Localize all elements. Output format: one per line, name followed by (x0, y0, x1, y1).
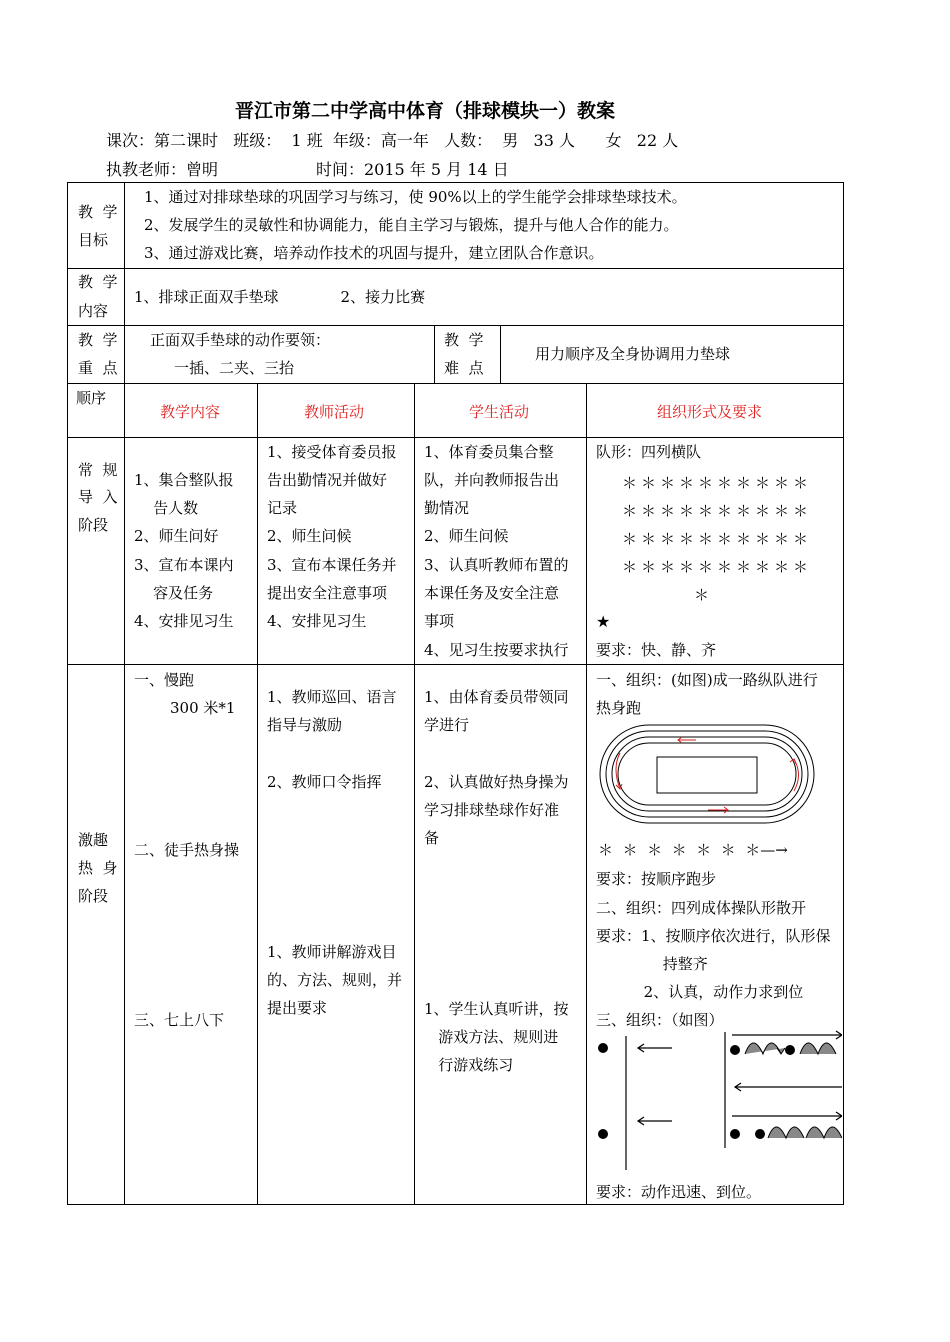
stage1-content: 2、师生问好 (134, 527, 219, 545)
page-title: 晋江市第二中学高中体育（排球模块一）教案 (234, 100, 615, 122)
stage2-student: 备 (424, 829, 440, 847)
stage2-teacher: 1、教师巡回、语言 (267, 688, 397, 706)
header-content: 教学内容 (160, 403, 221, 421)
stage1-teacher: 2、师生问候 (267, 527, 352, 545)
stage2-student: 行游戏练习 (424, 1056, 514, 1074)
stage2-student: 2、认真做好热身操为 (424, 773, 569, 791)
header-teacher: 教师活动 (304, 403, 365, 421)
stage1-content: 告人数 (134, 499, 199, 517)
stage2-org: 2、认真，动作力求到位 (596, 983, 804, 1001)
info-line-1: 课次：第二课时 班级： 1 班 年级：高一年 人数： 男 33 人 女 22 人 (106, 131, 679, 150)
stage2-label: 阶段 (78, 887, 109, 905)
stage1-content: 3、宣布本课内 (134, 556, 234, 574)
stage1-student: 事项 (424, 612, 455, 630)
stage1-teacher: 告出勤情况并做好 (267, 471, 388, 489)
goals-label-2: 目标 (78, 231, 109, 249)
stage1-student: 本课任务及安全注意 (424, 584, 560, 602)
formation-row: ＊＊＊＊＊＊＊＊＊＊ (622, 558, 813, 576)
content-label-2: 内容 (78, 302, 109, 320)
stage1-content: 1、集合整队报 (134, 471, 234, 489)
goal-item: 2、发展学生的灵敏性和协调能力，能自主学习与锻炼，提升与他人合作的能力。 (144, 216, 679, 234)
stage2-org: 要求：1、按顺序依次进行，队形保 (596, 927, 831, 945)
stage1-label: 常 规 (78, 461, 118, 479)
stage1-student: 队，并向教师报告出 (424, 471, 560, 489)
running-track-diagram (598, 723, 818, 827)
stage2-org: 热身跑 (596, 699, 642, 717)
black-star-icon: ★ (596, 612, 611, 631)
info-teacher: 执教老师：曾明 (106, 160, 219, 179)
stage2-org: 一、组织：(如图)成一路纵队进行 (596, 671, 818, 689)
stage2-org: 要求：按顺序跑步 (596, 870, 717, 888)
goal-item: 3、通过游戏比赛，培养动作技术的巩固与提升，建立团队合作意识。 (144, 244, 604, 262)
content-label-1: 教 学 (78, 273, 118, 291)
info-time: 时间：2015 年 5 月 14 日 (316, 160, 509, 179)
key-label-2: 重 点 (78, 359, 118, 377)
stage2-student: 1、由体育委员带领同 (424, 688, 569, 706)
stage2-teacher: 指导与激励 (267, 716, 343, 734)
stage2-label: 激趣 (78, 831, 109, 849)
stage1-label: 阶段 (78, 516, 109, 534)
stage1-content: 4、安排见习生 (134, 612, 234, 630)
stage2-org: 二、组织：四列成体操队形散开 (596, 899, 807, 917)
game-diagram (590, 1018, 842, 1180)
stage1-student: 3、认真听教师布置的 (424, 556, 569, 574)
key-line-1: 正面双手垫球的动作要领： (150, 331, 331, 349)
stage2-content: 二、徒手热身操 (134, 841, 240, 859)
stage1-student: 2、师生问候 (424, 527, 509, 545)
stage1-teacher: 4、安排见习生 (267, 612, 367, 630)
formation-row: ＊＊＊＊＊＊＊＊＊＊ (622, 502, 813, 520)
header-organization: 组织形式及要求 (657, 403, 763, 421)
key-label-1: 教 学 (78, 331, 118, 349)
stage1-teacher: 记录 (267, 499, 298, 517)
stage2-student: 学习排球垫球作好准 (424, 801, 560, 819)
stage2-org: 三、组织：（如图） (596, 1011, 724, 1029)
hard-label-2: 难 点 (444, 359, 484, 377)
stage2-org: 要求：动作迅速、到位。 (596, 1183, 762, 1201)
stage2-teacher: 的、方法、规则，并 (267, 971, 403, 989)
stage2-student: 1、学生认真听讲，按 (424, 1000, 569, 1018)
stage2-org: 持整齐 (596, 955, 708, 973)
stage1-org-title: 队形：四列横队 (596, 443, 702, 461)
stage1-student: 勤情况 (424, 499, 470, 517)
stage2-content: 一、慢跑 (134, 671, 195, 689)
stage1-content: 容及任务 (134, 584, 214, 602)
stage2-student: 游戏方法、规则进 (424, 1028, 559, 1046)
stage1-teacher: 1、接受体育委员报 (267, 443, 397, 461)
goal-item: 1、通过对排球垫球的巩固学习与练习，使 90%以上的学生能学会排球垫球技术。 (144, 188, 687, 206)
stage2-content: 300 米*1 (170, 699, 236, 717)
stage2-student: 学进行 (424, 716, 470, 734)
teacher-position: ＊ (694, 586, 714, 604)
header-order: 顺序 (76, 389, 107, 407)
key-line-2: 一插、二夹、三抬 (174, 359, 295, 377)
hard-text: 用力顺序及全身协调用力垫球 (535, 345, 731, 363)
goals-label-1: 教 学 (78, 203, 118, 221)
stage1-student: 4、见习生按要求执行 (424, 641, 569, 659)
stage1-student: 1、体育委员集合整 (424, 443, 554, 461)
stage2-teacher: 提出要求 (267, 999, 328, 1017)
running-line: ＊ ＊ ＊ ＊ ＊ ＊ ＊—→ (598, 841, 788, 859)
stage1-teacher: 3、宣布本课任务并 (267, 556, 397, 574)
stage2-label: 热 身 (78, 859, 118, 877)
content-text: 1、排球正面双手垫球 2、接力比赛 (134, 288, 426, 306)
stage1-teacher: 提出安全注意事项 (267, 584, 388, 602)
stage2-teacher: 2、教师口令指挥 (267, 773, 382, 791)
formation-row: ＊＊＊＊＊＊＊＊＊＊ (622, 530, 813, 548)
stage1-requirement: 要求：快、静、齐 (596, 641, 717, 659)
header-student: 学生活动 (469, 403, 530, 421)
formation-row: ＊＊＊＊＊＊＊＊＊＊ (622, 474, 813, 492)
stage2-content: 三、七上八下 (134, 1011, 225, 1029)
stage1-label: 导 入 (78, 488, 118, 506)
hard-label-1: 教 学 (444, 331, 484, 349)
stage2-teacher: 1、教师讲解游戏目 (267, 943, 397, 961)
